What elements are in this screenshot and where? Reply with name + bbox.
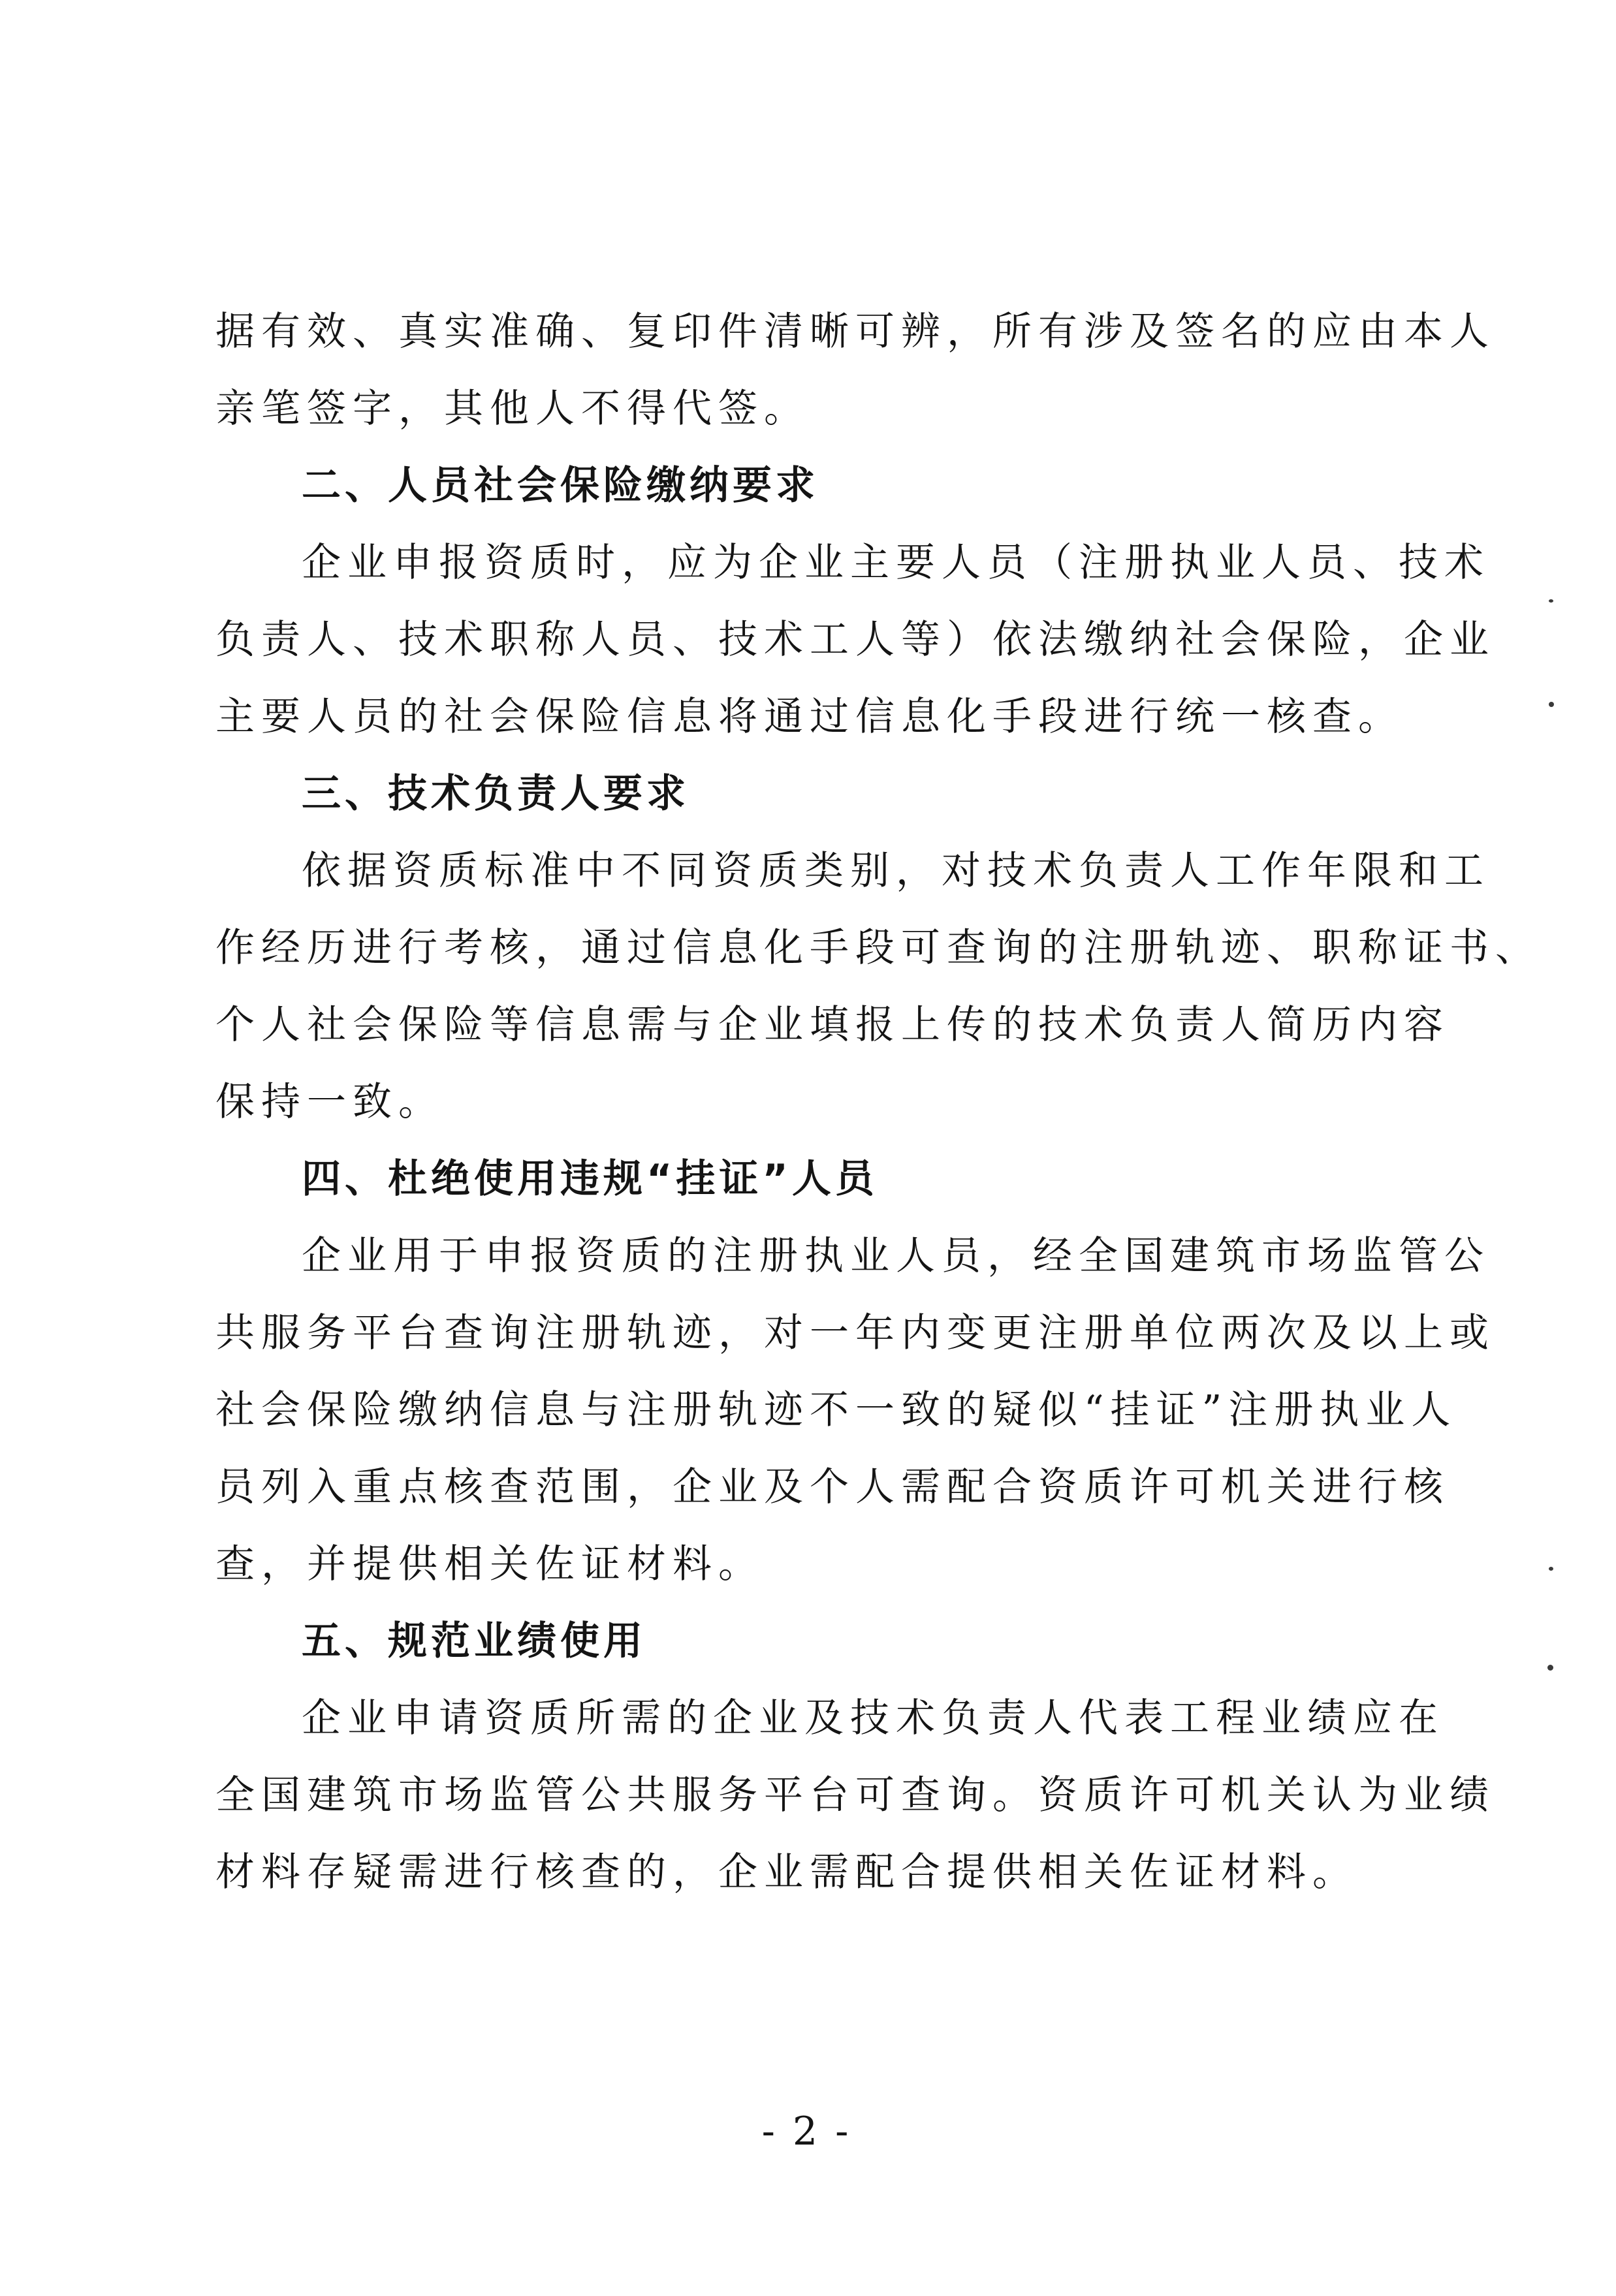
page-number: - 2 -: [761, 2109, 851, 2154]
paragraph-line: 个人社会保险等信息需与企业填报上传的技术负责人简历内容: [215, 1002, 1450, 1048]
paragraph-line: 材料存疑需进行核查的，企业需配合提供相关佐证材料。: [215, 1849, 1358, 1895]
paragraph-line: 企业用于申报资质的注册执业人员，经全国建筑市场监管公: [302, 1233, 1490, 1279]
scan-speck: [1549, 599, 1553, 603]
section-heading-5: 五、规范业绩使用: [302, 1618, 646, 1664]
paragraph-line: 企业申报资质时，应为企业主要人员（注册执业人员、技术: [302, 540, 1490, 586]
paragraph-line: 保持一致。: [215, 1079, 444, 1125]
paragraph-line: 负责人、技术职称人员、技术工人等）依法缴纳社会保险，企业: [215, 617, 1495, 663]
paragraph-line: 主要人员的社会保险信息将通过信息化手段进行统一核查。: [215, 694, 1404, 740]
paragraph-line: 社会保险缴纳信息与注册轨迹不一致的疑似“挂证”注册执业人: [215, 1387, 1457, 1433]
section-heading-3: 三、技术负责人要求: [302, 771, 689, 817]
paragraph-line: 据有效、真实准确、复印件清晰可辨，所有涉及签名的应由本人: [215, 309, 1495, 354]
scan-speck: [1549, 702, 1554, 707]
paragraph-line: 亲笔签字，其他人不得代签。: [215, 386, 810, 432]
section-heading-2: 二、人员社会保险缴纳要求: [302, 463, 819, 509]
paragraph-line: 依据资质标准中不同资质类别，对技术负责人工作年限和工: [302, 848, 1490, 894]
paragraph-line: 员列入重点核查范围，企业及个人需配合资质许可机关进行核: [215, 1464, 1450, 1510]
paragraph-line: 企业申请资质所需的企业及技术负责人代表工程业绩应在: [302, 1695, 1444, 1741]
paragraph-line: 共服务平台查询注册轨迹，对一年内变更注册单位两次及以上或: [215, 1310, 1495, 1356]
scan-speck: [1547, 1665, 1553, 1671]
paragraph-line: 查，并提供相关佐证材料。: [215, 1541, 764, 1587]
paragraph-line: 作经历进行考核，通过信息化手段可查询的注册轨迹、职称证书、: [215, 925, 1541, 971]
section-heading-4: 四、杜绝使用违规“挂证”人员: [302, 1156, 878, 1202]
paragraph-line: 全国建筑市场监管公共服务平台可查询。资质许可机关认为业绩: [215, 1772, 1495, 1818]
scan-speck: [1549, 1567, 1553, 1571]
